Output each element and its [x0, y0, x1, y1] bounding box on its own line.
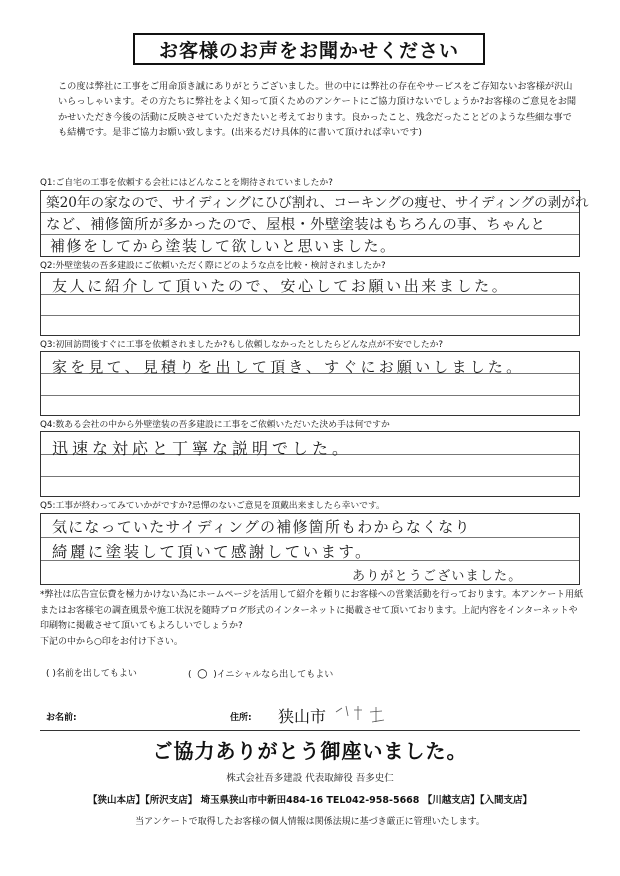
page-title: お客様のお声をお聞かせください: [133, 33, 485, 65]
answer-1-line-3: 補修をしてから塗装して欲しいと思いました。: [50, 237, 397, 255]
choice-initials[interactable]: [188, 666, 333, 680]
choice-instruction: 下記の中から○印をお付け下さい。: [40, 636, 183, 647]
privacy-notice: 当アンケートで取得したお客様の個人情報は関係法規に基づき厳正に管理いたします。: [135, 817, 485, 827]
ruled-line: [41, 315, 579, 316]
question-2-label: Q2:外壁塗装の吾多建設にご依頼いただく際にどのような点を比較・検討されましたか?: [40, 261, 386, 271]
question-4-label: Q4:数ある会社の中から外壁塗装の吾多建設に工事をご依頼いただいた決め手は何ですか: [40, 420, 390, 430]
answer-1-line-1: 築20年の家なので、サイディングにひび割れ、コーキングの痩せ、サイディングの剥がれ: [46, 195, 589, 211]
thanks-message: ご協力ありがとう御座いました。: [152, 739, 468, 763]
customer-info-row: [40, 708, 580, 731]
address-value: 狭山市: [278, 707, 327, 726]
publication-notice: [40, 588, 585, 650]
question-1-label: Q1:ご自宅の工事を依頼する会社にはどんなことを期待されていましたか?: [40, 178, 333, 188]
answer-5-line-2: 綺麗に塗装して頂いて感謝しています。: [52, 543, 373, 561]
answer-5-line-3: ありがとうございました。: [352, 569, 523, 584]
circle-mark-icon: ○: [197, 666, 208, 680]
answer-1-line-2: など、補修箇所が多かったので、屋根・外壁塗装はもちろんの事、ちゃんと: [46, 217, 546, 233]
name-label: お名前:: [46, 713, 77, 723]
redacted-address-scribble: [332, 702, 394, 726]
answer-5-line-1: 気になっていたサイディングの補修箇所もわからなくなり: [52, 518, 471, 536]
branch-contact: 【狭山本店】【所沢支店】 埼玉県狭山市中新田484-16 TEL042-958-5668 【川越支店】【入間支店】: [88, 795, 532, 806]
ruled-line: [41, 537, 579, 538]
answer-3-line-1: 家を見て、見積りを出して頂き、すぐにお願いしました。: [52, 358, 525, 376]
choice-initials-label: )イニシャルなら出してもよい: [213, 670, 334, 680]
answer-2-line-1: 友人に紹介して頂いたので、安心してお願い出来ました。: [52, 277, 510, 295]
choice-full-name-label: ( )名前を出してもよい: [46, 669, 137, 679]
intro-text: この度は弊社に工事をご用命頂き誠にありがとうございました。世の中には弊社の存在やサービスをご存知ないお客様が沢山いらっしゃいます。その方たちに弊社をよく知って頂くためのアンケートにご協力頂けないでしょうか?お客様のご意見をお聞かせいただき今後の活動に反映させていただきたいと考えております。良かったこと、残念だったことどのような些細な事でも結構です。是非ご協力お願い致します。(出来るだけ具体的に書いて頂ければ幸いです): [58, 81, 577, 139]
ruled-line: [41, 476, 579, 477]
ruled-line: [41, 395, 579, 396]
question-5-label: Q5:工事が終わってみていかがですか?忌憚のないご意見を頂戴出来ましたら幸いです。: [40, 501, 385, 511]
company-name: 株式会社吾多建設 代表取締役 吾多史仁: [226, 773, 394, 784]
question-3-label: Q3:初回訪問後すぐに工事を依頼されましたか?もし依頼しなかったとしたらどんな点が不安でしたか?: [40, 340, 444, 350]
address-label: 住所:: [230, 713, 252, 723]
choice-full-name[interactable]: [46, 666, 137, 679]
choice-initials-open: (: [188, 670, 192, 680]
notice-text: *弊社は広告宣伝費を極力かけない為にホームページを活用して紹介を頼りにお客様への営業活動を行っております。本アンケート用紙またはお客様宅の調査風景や施工状況を随時ブログ形式のインターネットに掲載させて頂いております。上記内容をインターネットや印刷物に掲載させて頂いてもよろしいでしょうか?: [40, 590, 584, 632]
answer-4-line-1: 迅速な対応と丁寧な説明でした。: [52, 439, 353, 458]
